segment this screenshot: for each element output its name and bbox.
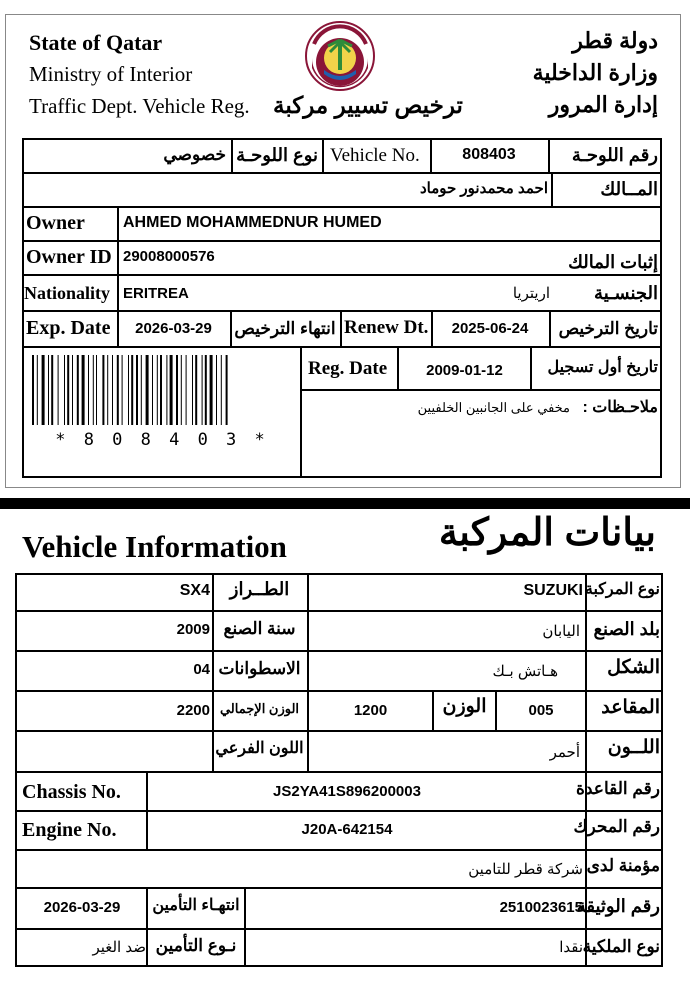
policy-label: رقم الوثيقة	[576, 896, 660, 916]
document-title-ar: ترخيص تسيير مركبة	[273, 92, 463, 118]
barcode-bar	[131, 355, 133, 425]
gross-weight-label: الوزن الإجمالي	[219, 701, 300, 716]
seats-label: المقاعد	[601, 697, 660, 718]
barcode-bar	[181, 355, 182, 425]
country-label: بلد الصنع	[593, 619, 660, 639]
separator-bar	[0, 498, 690, 509]
engine-label-ar: رقم المحرك	[573, 817, 660, 836]
engine-label-en: Engine No.	[22, 819, 117, 841]
insurer-value: شركة قطر للتامين	[468, 861, 583, 878]
barcode-bar	[205, 355, 207, 425]
owner-id-value: 29008000576	[123, 248, 215, 265]
exp-date-label: Exp. Date	[26, 317, 111, 339]
barcode-bar	[72, 355, 73, 425]
sub-color-label: اللون الفرعي	[215, 740, 304, 757]
barcode-bar	[107, 355, 108, 425]
barcode-bar	[82, 355, 85, 425]
reg-date-label: Reg. Date	[308, 358, 388, 379]
barcode-bar	[88, 355, 89, 425]
plate-number-label: رقم اللوحـة	[571, 145, 658, 165]
model-value: SX4	[179, 582, 210, 599]
barcode-bar	[210, 355, 213, 425]
cylinders-label: الاسطوانات	[218, 659, 301, 678]
barcode-bar	[186, 355, 187, 425]
shape-label: الشكل	[607, 657, 660, 678]
barcode-bar	[58, 355, 59, 425]
ins-exp-label: انتهـاء التأمين	[152, 897, 240, 914]
ministry-name-ar: وزارة الداخلية	[532, 60, 658, 85]
barcode-bar	[96, 355, 97, 425]
vehicle-info-title-en: Vehicle Information	[22, 529, 287, 564]
owner-name-en: AHMED MOHAMMEDNUR HUMED	[123, 214, 382, 231]
renew-date-value: 2025-06-24	[451, 320, 529, 337]
barcode-bar	[102, 355, 104, 425]
nationality-value-ar: اريتريا	[512, 285, 550, 302]
barcode-bar	[67, 355, 69, 425]
ownership-value: نقدا	[559, 939, 583, 956]
barcode-bar	[226, 355, 228, 425]
barcode-text: * 8 0 8 4 0 3 *	[55, 430, 267, 450]
country-value: اليابان	[542, 623, 580, 640]
qatar-emblem-icon	[304, 18, 376, 94]
barcode-bar	[64, 355, 65, 425]
barcode-bar	[77, 355, 79, 425]
barcode-bar	[136, 355, 138, 425]
plate-type-label: نوع اللوحـة	[236, 145, 318, 165]
exp-date-value: 2026-03-29	[135, 320, 212, 337]
renew-date-label-ar: تاريخ الترخيص	[558, 319, 658, 338]
owner-label-ar: المــالك	[600, 179, 658, 199]
notes-label-ar: ملاحـظات :	[582, 399, 658, 416]
seats-value: 005	[528, 702, 554, 719]
dept-name-ar: إدارة المرور	[548, 92, 658, 117]
barcode-bar	[93, 355, 94, 425]
model-label: الطــراز	[229, 579, 290, 599]
barcode-bar	[192, 355, 193, 425]
barcode-bar	[170, 355, 173, 425]
owner-id-label: Owner ID	[26, 246, 112, 268]
barcode-bar	[157, 355, 158, 425]
ministry-name-en: Ministry of Interior	[29, 62, 193, 86]
notes-value-ar: مخفي على الجانبين الخلفيين	[417, 400, 570, 415]
barcode-bar	[117, 355, 119, 425]
gross-weight-value: 2200	[176, 702, 210, 719]
ownership-label: نوع الملكية	[582, 937, 660, 956]
shape-value: هـاتش بـك	[492, 663, 558, 680]
ins-type-label: نـوع التأمين	[155, 936, 237, 955]
barcode-bar	[122, 355, 123, 425]
barcode-bar	[112, 355, 113, 425]
plate-number: 808403	[462, 146, 516, 163]
make-value: SUZUKI	[523, 582, 583, 599]
nationality-value-en: ERITREA	[123, 285, 189, 302]
plate-type-value: خصوصي	[163, 145, 226, 164]
barcode-bar	[152, 355, 153, 425]
year-label: سنة الصنع	[223, 619, 296, 638]
owner-id-label-ar: إثبات المالك	[568, 252, 658, 272]
chassis-label-en: Chassis No.	[22, 781, 121, 803]
barcode-bar	[146, 355, 149, 425]
country-name-en: State of Qatar	[29, 30, 163, 55]
country-name-ar: دولة قطر	[572, 28, 658, 53]
dept-name-en: Traffic Dept. Vehicle Reg.	[29, 94, 250, 118]
barcode-bar	[202, 355, 203, 425]
vehicle-no-label: Vehicle No.	[330, 145, 420, 166]
barcode-bar	[176, 355, 178, 425]
barcode-bar	[48, 355, 49, 425]
barcode-bar	[221, 355, 222, 425]
barcode-bar	[195, 355, 197, 425]
weight-label: الوزن	[442, 696, 487, 717]
reg-date-label-ar: تاريخ أول تسجيل	[547, 359, 658, 376]
barcode-bar	[160, 355, 162, 425]
barcode-bar	[128, 355, 129, 425]
weight-value: 1200	[353, 702, 388, 719]
ins-exp-value: 2026-03-29	[43, 899, 121, 916]
year-value: 2009	[176, 621, 210, 638]
renew-date-label: Renew Dt.	[344, 317, 429, 338]
barcode	[32, 355, 290, 425]
exp-date-label-ar: انتهاء الترخيص	[234, 319, 336, 338]
insurer-label: مؤمنة لدى	[586, 856, 660, 875]
cylinders-value: 04	[193, 661, 210, 678]
nationality-label: Nationality	[24, 283, 111, 303]
chassis-value: JS2YA41S896200003	[273, 783, 421, 800]
barcode-bar	[42, 355, 45, 425]
barcode-bar	[166, 355, 167, 425]
color-value: أحمر	[549, 744, 580, 761]
engine-value: J20A-642154	[301, 821, 393, 838]
barcode-bar	[141, 355, 142, 425]
ins-type-value: ضد الغير	[92, 939, 146, 956]
chassis-label-ar: رقم القاعدة	[575, 779, 660, 798]
barcode-bar	[32, 355, 34, 425]
barcode-bar	[37, 355, 38, 425]
owner-name-ar: احمد محمدنور حوماد	[419, 180, 548, 197]
barcode-bar	[216, 355, 217, 425]
make-label: نوع المركبة	[584, 581, 660, 598]
vehicle-info-title-ar: بيانات المركبة	[438, 512, 656, 554]
owner-label-en: Owner	[26, 212, 85, 234]
color-label: اللــون	[607, 737, 660, 758]
policy-value: 2510023615	[499, 899, 583, 916]
reg-date-value: 2009-01-12	[426, 362, 503, 379]
barcode-bar	[51, 355, 53, 425]
nationality-label-ar: الجنسـية	[594, 283, 658, 303]
